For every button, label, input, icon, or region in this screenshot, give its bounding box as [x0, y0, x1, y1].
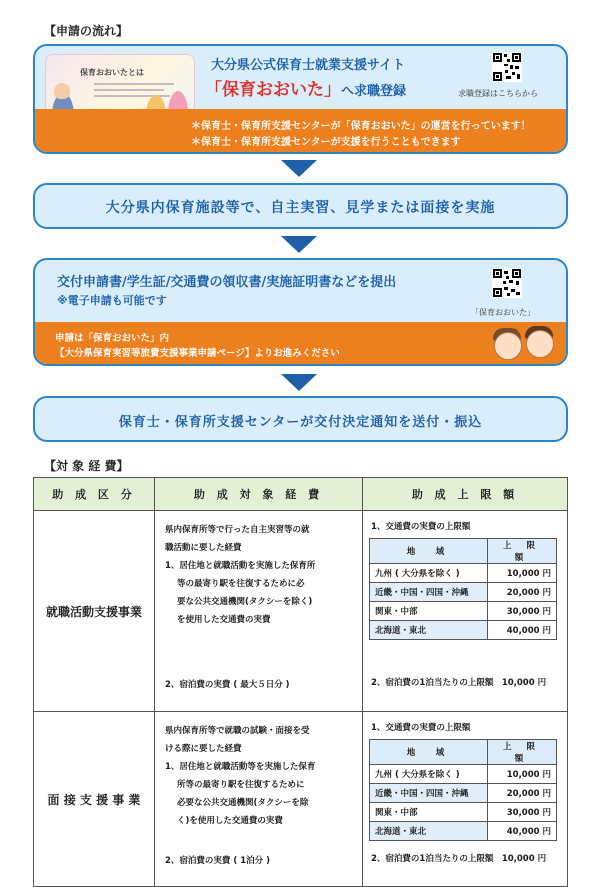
- expense-cell: [155, 712, 363, 887]
- qr-caption: 「保育おおいた」: [471, 308, 535, 317]
- photo-text-line: [94, 83, 174, 85]
- table-header-row: [34, 478, 568, 511]
- step4-box: [33, 396, 568, 442]
- step1-note: ＊保育士・保育所支援センターが「保育おおいた」の運営を行っています！: [191, 121, 531, 132]
- table-row: [370, 564, 557, 583]
- amount-header: 上 限 額: [488, 740, 557, 765]
- expense-line: 県内保育所等で就職の試験・面接を受: [165, 726, 310, 736]
- photo-text-line: [94, 89, 164, 91]
- flow-arrow-icon: [281, 374, 317, 391]
- region-name: 北海道・東北: [370, 822, 488, 841]
- expense-line: 等の最寄り駅を往復するために必: [177, 579, 305, 589]
- table-row: [370, 803, 557, 822]
- limit-cell: [363, 712, 568, 887]
- expense-line: を使用した交通費の実費: [177, 615, 271, 625]
- step4-text: 保育士・保育所支援センターが交付決定通知を送付・振込: [118, 415, 483, 430]
- child-illustration-icon: [526, 330, 554, 358]
- header-limit: 助 成 上 限 額: [363, 478, 568, 511]
- table-row: [34, 511, 568, 712]
- amount-header: 上 限 額: [488, 539, 557, 564]
- person-illustration: [54, 83, 70, 99]
- step3-line1: 交付申請書/学生証/交通費の領収書/実施証明書などを提出: [57, 275, 397, 290]
- header-expenses: 助 成 対 象 経 費: [155, 478, 363, 511]
- flow-arrow-icon: [281, 160, 317, 177]
- expense-line: ける際に要した経費: [165, 744, 242, 754]
- expense-line: く)を使用した交通費の実費: [177, 816, 283, 826]
- expense-line: 要な公共交通機関(タクシーを除く): [177, 597, 313, 607]
- table-row: [370, 583, 557, 602]
- table-row: [370, 602, 557, 621]
- region-amount: 10,000 円: [488, 765, 557, 784]
- lodging-limit: 2、宿泊費の1泊当たりの上限額 10,000 円: [371, 854, 547, 864]
- step1-note: ＊保育士・保育所支援センターが支援を行うこともできます: [191, 137, 461, 148]
- region-name: 関東・中部: [370, 803, 488, 822]
- region-amount: 40,000 円: [488, 621, 557, 640]
- header-category: 助 成 区 分: [34, 478, 155, 511]
- qr-code-icon[interactable]: [492, 52, 522, 82]
- region-name: 北海道・東北: [370, 621, 488, 640]
- table-row: [370, 765, 557, 784]
- site-title: 大分県公式保育士就業支援サイト: [211, 58, 406, 73]
- region-limit-table: [369, 739, 557, 841]
- lodging-expense: 2、宿泊費の実費 ( 1泊分 ): [165, 856, 270, 866]
- region-name: 九州 ( 大分県を除く ): [370, 564, 488, 583]
- expenses-heading: 【対 象 経 費】: [44, 459, 129, 473]
- step3-band-line: 【大分県保育実習等旅費支援事業申請ページ】よりお進みください: [55, 348, 340, 359]
- limit-title: 1、交通費の実費の上限額: [371, 723, 471, 733]
- region-limit-table: [369, 538, 557, 640]
- step3-line2: ※電子申請も可能です: [57, 294, 167, 307]
- expense-line: 職活動に要した経費: [165, 543, 242, 553]
- photo-title: 保育おおいたとは: [80, 68, 144, 77]
- category-cell: 面 接 支 援 事 業: [34, 712, 155, 887]
- region-amount: 30,000 円: [488, 803, 557, 822]
- region-amount: 30,000 円: [488, 602, 557, 621]
- step2-box: [33, 183, 568, 229]
- step3-band: [35, 322, 566, 364]
- limit-cell: [363, 511, 568, 712]
- region-header: 地 域: [370, 539, 488, 564]
- step2-text: 大分県内保育施設等で、自主実習、見学または面接を実施: [105, 200, 496, 216]
- region-name: 関東・中部: [370, 602, 488, 621]
- expense-line: 1、居住地と就職活動を実施した保育所: [165, 561, 316, 571]
- flow-arrow-icon: [281, 236, 317, 253]
- region-amount: 20,000 円: [488, 784, 557, 803]
- lodging-expense: 2、宿泊費の実費 ( 最大５日分 ): [165, 680, 290, 690]
- expense-line: 1、居住地と就職活動等を実施した保育: [165, 762, 316, 772]
- lodging-limit: 2、宿泊費の1泊当たりの上限額 10,000 円: [371, 678, 547, 688]
- region-amount: 10,000 円: [488, 564, 557, 583]
- region-name: 九州 ( 大分県を除く ): [370, 765, 488, 784]
- region-amount: 20,000 円: [488, 583, 557, 602]
- step3-box: [33, 258, 568, 366]
- table-row: [370, 621, 557, 640]
- expense-line: 必要な公共交通機関(タクシーを除: [177, 798, 309, 808]
- table-row: [370, 822, 557, 841]
- expense-line: 県内保育所等で行った自主実習等の就: [165, 525, 310, 535]
- qr-code-icon[interactable]: [492, 268, 522, 298]
- expenses-table: [33, 477, 568, 887]
- table-row: [370, 784, 557, 803]
- expense-cell: [155, 511, 363, 712]
- region-amount: 40,000 円: [488, 822, 557, 841]
- flow-heading: 【申請の流れ】: [44, 24, 129, 38]
- region-name: 近畿・中国・四国・沖縄: [370, 784, 488, 803]
- step3-band-line: 申請は「保育おおいた」内: [55, 333, 170, 344]
- region-name: 近畿・中国・四国・沖縄: [370, 583, 488, 602]
- expense-line: 所等の最寄り駅を往復するために: [177, 780, 305, 790]
- step1-note-band: [35, 109, 566, 152]
- site-brand: 「保育おおいた」へ求職登録: [205, 80, 407, 100]
- table-row: [34, 712, 568, 887]
- category-cell: 就職活動支援事業: [34, 511, 155, 712]
- region-header: 地 域: [370, 740, 488, 765]
- qr-caption: 求職登録はこちらから: [458, 89, 538, 98]
- step1-box: [33, 44, 568, 154]
- child-illustration-icon: [494, 332, 522, 360]
- limit-title: 1、交通費の実費の上限額: [371, 522, 471, 532]
